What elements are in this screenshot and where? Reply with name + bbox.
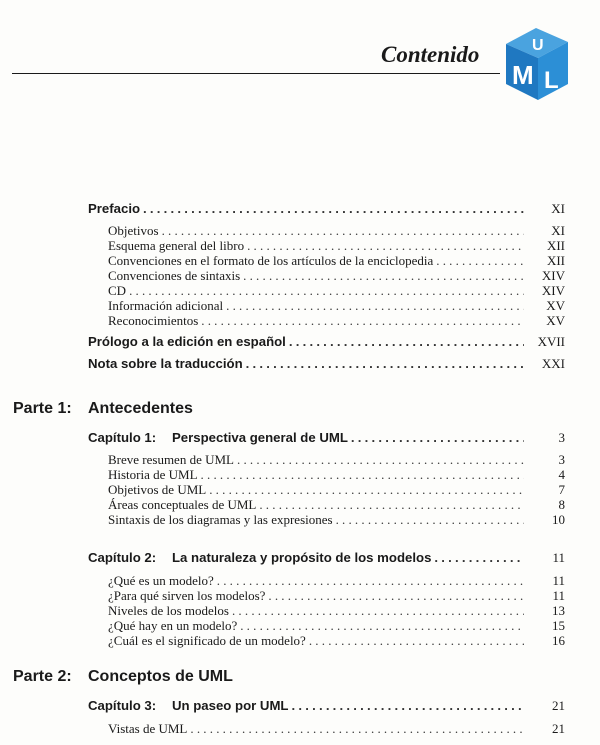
toc-label: Objetivos <box>108 223 159 238</box>
toc-subentry[interactable] <box>108 452 565 468</box>
leader-dots <box>309 633 524 649</box>
chapter-number: Capítulo 3: <box>88 698 157 713</box>
toc-label: Áreas conceptuales de UML <box>108 497 257 512</box>
chapter-title: La naturaleza y propósito de los modelos <box>172 550 432 565</box>
toc-page: XI <box>551 201 565 216</box>
toc-subentry[interactable] <box>108 497 565 513</box>
part-label: Parte 2: <box>13 668 72 685</box>
leader-dots <box>351 430 524 445</box>
toc-page: 16 <box>552 633 565 648</box>
header-rule <box>12 73 500 74</box>
toc-page: 15 <box>552 618 565 633</box>
toc-label: ¿Qué es un modelo? <box>108 573 214 588</box>
leader-dots <box>268 588 524 604</box>
toc-label: Objetivos de UML <box>108 482 207 497</box>
uml-logo-icon <box>498 22 574 104</box>
leader-dots <box>289 334 524 349</box>
chapter-number: Capítulo 1: <box>88 430 157 445</box>
toc-subentry[interactable] <box>108 283 565 299</box>
toc-label: CD <box>108 283 127 298</box>
part-title[interactable]: Antecedentes <box>88 400 193 417</box>
toc-entry-nota[interactable] <box>88 356 565 371</box>
toc-label: Nota sobre la traducción <box>88 356 243 371</box>
toc-entry-prefacio[interactable] <box>88 201 565 216</box>
toc-entry-prologo[interactable] <box>88 334 565 349</box>
svg-text:L: L <box>544 67 559 94</box>
leader-dots <box>243 268 524 284</box>
page-title: Contenido <box>381 42 480 67</box>
toc-page: 11 <box>552 573 565 588</box>
leader-dots <box>129 283 524 299</box>
leader-dots <box>259 497 524 513</box>
leader-dots <box>292 698 525 713</box>
toc-subentry[interactable] <box>108 603 565 619</box>
toc-subentry[interactable] <box>108 721 565 737</box>
part-label: Parte 1: <box>13 400 72 417</box>
toc-label: Prefacio <box>88 201 141 216</box>
leader-dots <box>190 721 524 737</box>
toc-page: XIV <box>541 283 565 298</box>
leader-dots <box>246 356 524 371</box>
leader-dots <box>162 223 524 239</box>
toc-subentry[interactable] <box>108 467 565 483</box>
chapter-title: Perspectiva general de UML <box>172 430 348 445</box>
toc-subentry[interactable] <box>108 313 565 329</box>
leader-dots <box>201 313 524 329</box>
toc-page: XXI <box>541 356 565 371</box>
toc-label: Vistas de UML <box>108 721 188 736</box>
toc-page: 10 <box>552 512 565 527</box>
toc-page: XII <box>546 238 565 253</box>
toc-page: XII <box>546 253 565 268</box>
toc-label: Convenciones de sintaxis <box>108 268 241 283</box>
toc-label: ¿Cuál es el significado de un modelo? <box>108 633 306 648</box>
leader-dots <box>143 201 524 216</box>
leader-dots <box>237 452 524 468</box>
toc-label: ¿Qué hay en un modelo? <box>108 618 238 633</box>
toc-label: Sintaxis de los diagramas y las expresiones <box>108 512 333 527</box>
toc-page: XIV <box>541 268 565 283</box>
toc-subentry[interactable] <box>108 268 565 284</box>
toc-label: Reconocimientos <box>108 313 199 328</box>
svg-text:M: M <box>512 60 534 90</box>
leader-dots <box>247 238 524 254</box>
toc-page: 8 <box>558 497 565 512</box>
toc-chapter-1[interactable] <box>88 430 565 445</box>
leader-dots <box>240 618 524 634</box>
toc-label: Historia de UML <box>108 467 198 482</box>
toc-subentry[interactable] <box>108 482 565 498</box>
chapter-title: Un paseo por UML <box>172 698 289 713</box>
toc-page: 7 <box>558 482 565 497</box>
part-title[interactable]: Conceptos de UML <box>88 668 233 685</box>
toc-subentry[interactable] <box>108 633 565 649</box>
toc-page: 3 <box>558 430 565 445</box>
toc-label: ¿Para qué sirven los modelos? <box>108 588 266 603</box>
toc-label: Niveles de los modelos <box>108 603 229 618</box>
toc-page: XV <box>546 298 565 313</box>
svg-text:U: U <box>532 37 544 54</box>
toc-page: XV <box>546 313 565 328</box>
toc-page: 11 <box>552 550 565 565</box>
toc-chapter-3[interactable] <box>88 698 565 713</box>
leader-dots <box>434 550 524 565</box>
toc-subentry[interactable] <box>108 512 565 528</box>
leader-dots <box>232 603 524 619</box>
toc-subentry[interactable] <box>108 253 565 269</box>
toc-page: 21 <box>552 698 565 713</box>
toc-page: 3 <box>558 452 565 467</box>
toc-chapter-2[interactable] <box>88 550 565 565</box>
toc-subentry[interactable] <box>108 223 565 239</box>
leader-dots <box>201 467 524 483</box>
toc-label: Esquema general del libro <box>108 238 245 253</box>
toc-subentry[interactable] <box>108 588 565 604</box>
toc-subentry[interactable] <box>108 573 565 589</box>
toc-page: XVII <box>537 334 565 349</box>
toc-page: 4 <box>558 467 565 482</box>
toc-label: Prólogo a la edición en español <box>88 334 286 349</box>
toc-page: 13 <box>552 603 565 618</box>
toc-subentry[interactable] <box>108 298 565 314</box>
leader-dots <box>217 573 524 589</box>
toc-label: Breve resumen de UML <box>108 452 234 467</box>
chapter-number: Capítulo 2: <box>88 550 157 565</box>
toc-subentry[interactable] <box>108 618 565 634</box>
toc-page: 11 <box>552 588 565 603</box>
toc-label: Información adicional <box>108 298 224 313</box>
toc-page: XI <box>551 223 565 238</box>
toc-page: 21 <box>552 721 565 736</box>
toc-label: Convenciones en el formato de los artículos de la enciclopedia <box>108 253 434 268</box>
toc-subentry[interactable] <box>108 238 565 254</box>
leader-dots <box>436 253 524 269</box>
leader-dots <box>209 482 524 498</box>
leader-dots <box>226 298 524 314</box>
leader-dots <box>336 512 524 528</box>
